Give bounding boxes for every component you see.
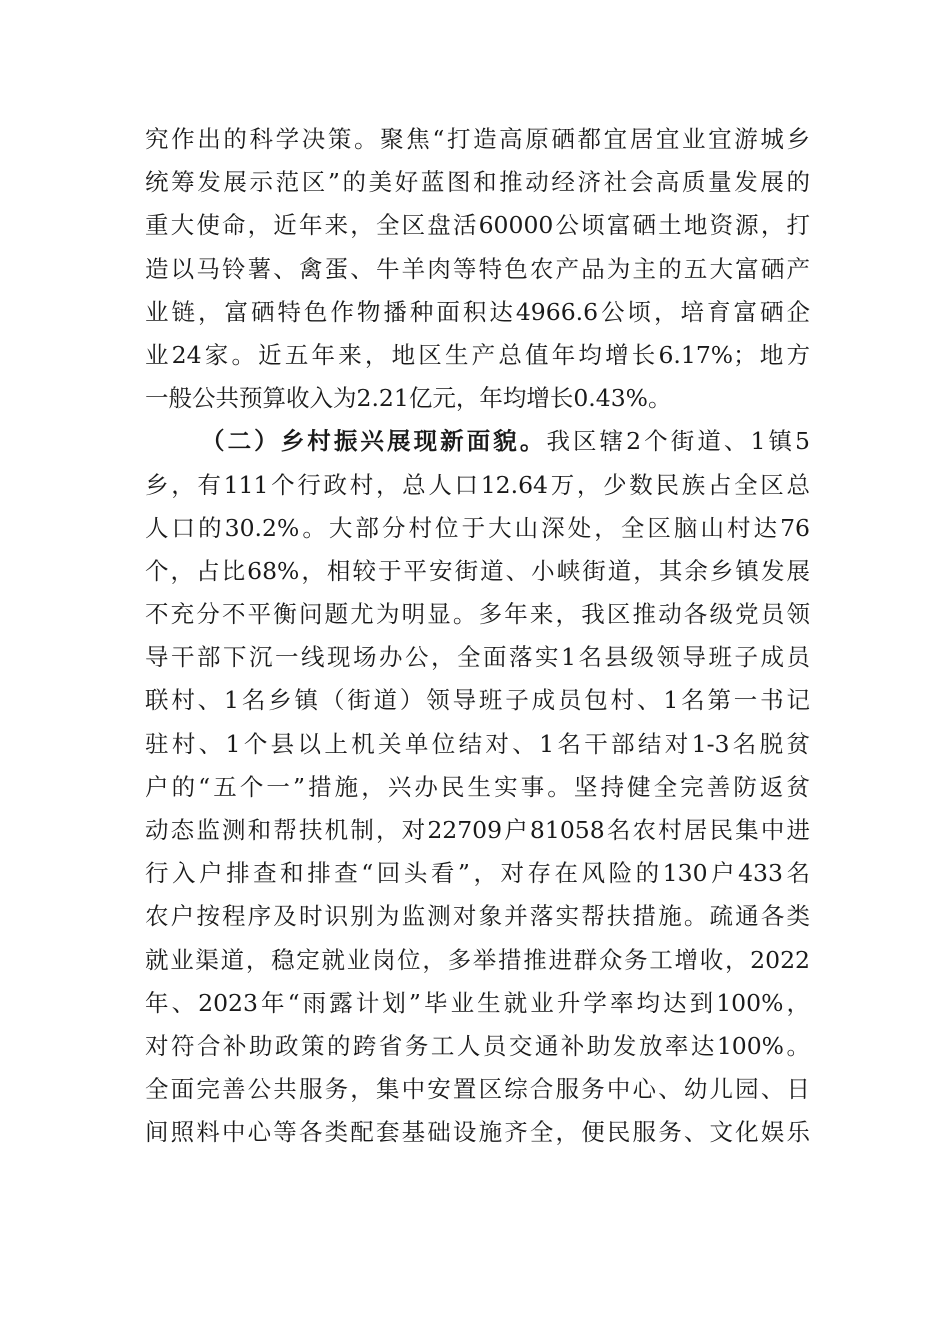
text-line: 业24家。近五年来，地区生产总值年均增长6.17%；地方 [145, 340, 810, 369]
text-line: 不充分不平衡问题尤为明显。多年来，我区推动各级党员领 [145, 600, 810, 629]
text-line: 户的“五个一”措施，兴办民生实事。坚持健全完善防返贫 [145, 772, 810, 801]
text-line: 乡，有111个行政村，总人口12.64万，少数民族占全区总 [145, 470, 810, 499]
text-line: 人口的30.2%。大部分村位于大山深处，全区脑山村达76 [145, 513, 810, 542]
document-body [145, 118, 810, 1155]
paragraph-first-line [145, 420, 810, 463]
text-line: 行入户排查和排查“回头看”，对存在风险的130户433名 [145, 859, 810, 888]
text-line: 统筹发展示范区”的美好蓝图和推动经济社会高质量发展的 [145, 168, 810, 197]
text-line: 造以马铃薯、禽蛋、牛羊肉等特色农产品为主的五大富硒产 [145, 254, 810, 283]
text-line: 业链，富硒特色作物播种面积达4966.6公顷，培育富硒企 [145, 297, 810, 326]
text-line: 驻村、1个县以上机关单位结对、1名干部结对1-3名脱贫 [145, 729, 810, 758]
text-line: 动态监测和帮扶机制，对22709户81058名农村居民集中进 [145, 816, 810, 844]
text-line: 全面完善公共服务，集中安置区综合服务中心、幼儿园、日 [145, 1075, 810, 1104]
text-line: 就业渠道，稳定就业岗位，多举措推进群众务工增收，2022 [145, 945, 810, 974]
text-run: 我区辖2个街道、1镇5 [546, 427, 811, 456]
text-line: 一般公共预算收入为2.21亿元，年均增长0.43%。 [145, 384, 672, 413]
text-line: 究作出的科学决策。聚焦“打造高原硒都宜居宜业宜游城乡 [145, 125, 810, 153]
text-line: 个，占比68%，相较于平安街道、小峡街道，其余乡镇发展 [145, 556, 810, 585]
text-line: 间照料中心等各类配套基础设施齐全，便民服务、文化娱乐 [145, 1118, 810, 1147]
text-line: 对符合补助政策的跨省务工人员交通补助发放率达100%。 [145, 1031, 810, 1060]
text-line: 联村、1名乡镇（街道）领导班子成员包村、1名第一书记 [145, 686, 810, 715]
text-line: 重大使命，近年来，全区盘活60000公顷富硒土地资源，打 [145, 211, 810, 240]
section-heading: （二）乡村振兴展现新面貌。 [201, 427, 547, 456]
text-line: 导干部下沉一线现场办公，全面落实1名县级领导班子成员 [145, 643, 810, 672]
text-line: 年、2023年“雨露计划”毕业生就业升学率均达到100%， [145, 988, 810, 1017]
text-line: 农户按程序及时识别为监测对象并落实帮扶措施。疏通各类 [145, 902, 810, 931]
